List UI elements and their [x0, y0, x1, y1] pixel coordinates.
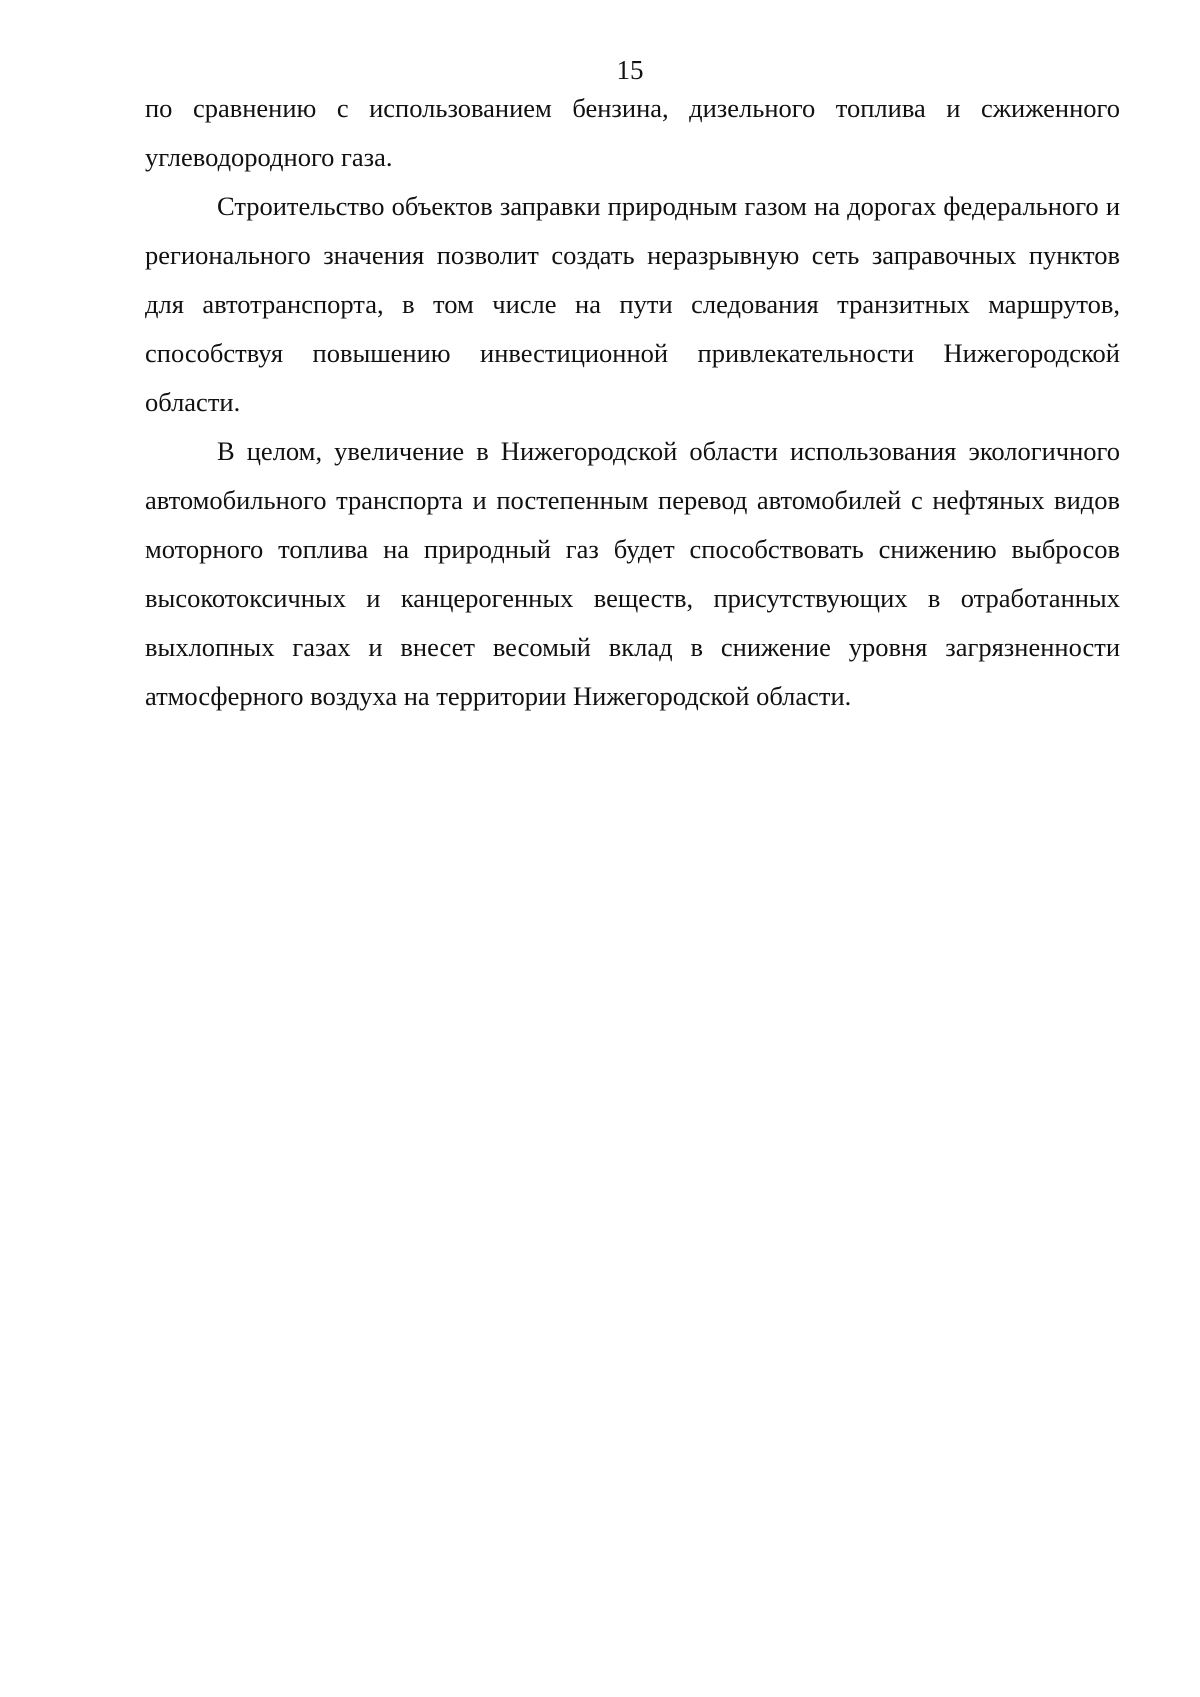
paragraph-conclusion: В целом, увеличение в Нижегородской области использования экологичного автомобильного транспорта и постепенным перевод автомобилей с нефтяных видов моторного топлива на природный газ будет способствовать снижению выбросов высокотоксичных и канцерогенных веществ, присутствующих в отработанных выхлопных газах и внесет весомый вклад в снижение уровня загрязненности атмосферного воздуха на территории Нижегородской области.: [145, 436, 1120, 711]
paragraph-continuation: по сравнению с использованием бензина, дизельного топлива и сжиженного углеводородного газа.: [145, 93, 1120, 172]
page-number: 15: [616, 55, 644, 85]
paragraph-gas-stations: Строительство объектов заправки природным газом на дорогах федерального и регионального значения позволит создать неразрывную сеть заправочных пунктов для автотранспорта, в том числе на пути следования транзитных маршрутов, способствуя повышению инвестиционной привлекательности Нижегородской области.: [145, 191, 1120, 417]
document-body: [145, 84, 1120, 721]
